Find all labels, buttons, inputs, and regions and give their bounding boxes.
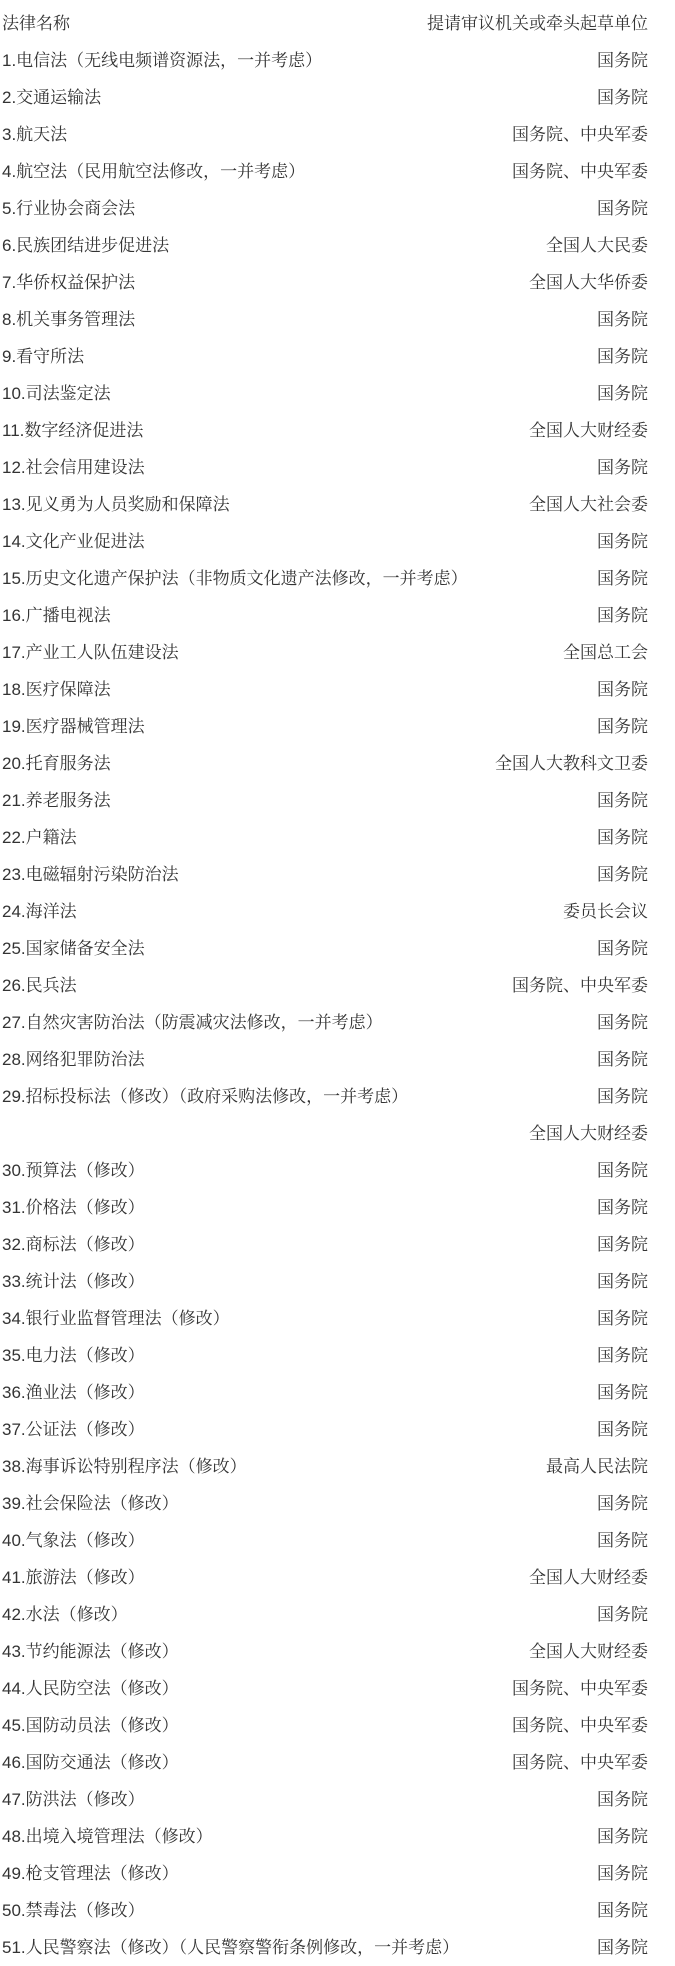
table-row	[2, 1855, 648, 1892]
agency: 国务院	[597, 1790, 648, 1809]
agency: 国务院	[597, 1235, 648, 1254]
agency: 国务院	[597, 310, 648, 329]
table-row	[2, 338, 648, 375]
agency: 全国人大财经委	[529, 1568, 648, 1587]
agency: 国务院	[597, 1198, 648, 1217]
law-name: 14.文化产业促进法	[2, 532, 145, 551]
law-name: 19.医疗器械管理法	[2, 717, 145, 736]
law-name: 1.电信法（无线电频谱资源法，一并考虑）	[2, 51, 323, 70]
agency: 国务院	[597, 569, 648, 588]
law-name: 35.电力法（修改）	[2, 1346, 145, 1365]
law-name: 41.旅游法（修改）	[2, 1568, 145, 1587]
law-name: 10.司法鉴定法	[2, 384, 111, 403]
agency: 全国人大财经委	[529, 1124, 648, 1143]
table-row	[2, 1374, 648, 1411]
table-row	[2, 116, 648, 153]
table-row	[2, 819, 648, 856]
agency: 国务院	[597, 1901, 648, 1920]
agency: 国务院、中央军委	[512, 125, 648, 144]
law-name: 49.枪支管理法（修改）	[2, 1864, 179, 1883]
agency: 国务院	[597, 939, 648, 958]
law-name: 47.防洪法（修改）	[2, 1790, 145, 1809]
agency: 国务院、中央军委	[512, 1679, 648, 1698]
law-name: 8.机关事务管理法	[2, 310, 136, 329]
table-row	[2, 967, 648, 1004]
law-name: 32.商标法（修改）	[2, 1235, 145, 1254]
table-row	[2, 1522, 648, 1559]
table-row	[2, 264, 648, 301]
agency: 委员长会议	[563, 902, 648, 921]
agency: 国务院	[597, 532, 648, 551]
agency: 国务院	[597, 1420, 648, 1439]
agency: 国务院	[597, 347, 648, 366]
law-name: 26.民兵法	[2, 976, 77, 995]
agency: 全国人大教科文卫委	[495, 754, 648, 773]
table-row	[2, 893, 648, 930]
table-row	[2, 523, 648, 560]
agency: 全国人大社会委	[529, 495, 648, 514]
law-name: 25.国家储备安全法	[2, 939, 145, 958]
table-row	[2, 930, 648, 967]
table-row	[2, 1337, 648, 1374]
law-name: 27.自然灾害防治法（防震减灾法修改，一并考虑）	[2, 1013, 383, 1032]
law-name: 45.国防动员法（修改）	[2, 1716, 179, 1735]
table-header-row	[2, 5, 648, 42]
table-row	[2, 634, 648, 671]
law-name: 13.见义勇为人员奖励和保障法	[2, 495, 230, 514]
agency: 国务院	[597, 791, 648, 810]
table-row	[2, 745, 648, 782]
agency: 国务院	[597, 1050, 648, 1069]
agency: 国务院	[597, 1013, 648, 1032]
table-body	[2, 42, 648, 1966]
agency: 国务院	[597, 828, 648, 847]
law-name: 42.水法（修改）	[2, 1605, 128, 1624]
law-name: 33.统计法（修改）	[2, 1272, 145, 1291]
table-row	[2, 1485, 648, 1522]
law-name: 51.人民警察法（修改）（人民警察警衔条例修改，一并考虑）	[2, 1938, 460, 1957]
law-name: 31.价格法（修改）	[2, 1198, 145, 1217]
law-name: 22.户籍法	[2, 828, 77, 847]
agency: 国务院	[597, 1605, 648, 1624]
law-name: 37.公证法（修改）	[2, 1420, 145, 1439]
agency: 国务院	[597, 1346, 648, 1365]
law-name: 44.人民防空法（修改）	[2, 1679, 179, 1698]
table-row	[2, 1633, 648, 1670]
law-name: 29.招标投标法（修改）（政府采购法修改，一并考虑）	[2, 1087, 409, 1106]
law-name: 28.网络犯罪防治法	[2, 1050, 145, 1069]
agency: 国务院	[597, 865, 648, 884]
law-name: 16.广播电视法	[2, 606, 111, 625]
law-name: 11.数字经济促进法	[2, 421, 144, 440]
table-row	[2, 782, 648, 819]
law-name: 3.航天法	[2, 125, 68, 144]
law-name: 36.渔业法（修改）	[2, 1383, 145, 1402]
table-row	[2, 1448, 648, 1485]
column-header-agency: 提请审议机关或牵头起草单位	[427, 14, 648, 33]
agency: 全国人大民委	[546, 236, 648, 255]
table-row	[2, 1300, 648, 1337]
agency: 国务院、中央军委	[512, 976, 648, 995]
column-header-law-name: 法律名称	[2, 14, 70, 33]
agency: 国务院	[597, 1864, 648, 1883]
table-row	[2, 449, 648, 486]
agency: 国务院	[597, 1309, 648, 1328]
law-name: 48.出境入境管理法（修改）	[2, 1827, 213, 1846]
agency: 国务院	[597, 1938, 648, 1957]
law-name: 7.华侨权益保护法	[2, 273, 136, 292]
agency: 国务院	[597, 1161, 648, 1180]
agency: 国务院	[597, 680, 648, 699]
law-name: 43.节约能源法（修改）	[2, 1642, 179, 1661]
agency: 国务院	[597, 1827, 648, 1846]
law-name: 21.养老服务法	[2, 791, 111, 810]
law-name: 18.医疗保障法	[2, 680, 111, 699]
table-row	[2, 1892, 648, 1929]
agency: 国务院	[597, 1383, 648, 1402]
law-name: 12.社会信用建设法	[2, 458, 145, 477]
law-name: 4.航空法（民用航空法修改，一并考虑）	[2, 162, 306, 181]
table-row	[2, 856, 648, 893]
law-name: 34.银行业监督管理法（修改）	[2, 1309, 230, 1328]
law-name: 40.气象法（修改）	[2, 1531, 145, 1550]
table-row	[2, 190, 648, 227]
table-row	[2, 597, 648, 634]
agency: 国务院、中央军委	[512, 1716, 648, 1735]
agency: 最高人民法院	[546, 1457, 648, 1476]
table-row	[2, 1189, 648, 1226]
table-row	[2, 1818, 648, 1855]
table-row	[2, 79, 648, 116]
table-row	[2, 1781, 648, 1818]
law-name: 50.禁毒法（修改）	[2, 1901, 145, 1920]
table-row	[2, 153, 648, 190]
agency: 国务院	[597, 1272, 648, 1291]
table-row	[2, 42, 648, 79]
table-row	[2, 1078, 648, 1115]
table-row	[2, 1411, 648, 1448]
agency: 国务院	[597, 1531, 648, 1550]
agency: 国务院	[597, 384, 648, 403]
agency: 国务院	[597, 199, 648, 218]
law-name: 24.海洋法	[2, 902, 77, 921]
law-name: 9.看守所法	[2, 347, 85, 366]
law-name: 30.预算法（修改）	[2, 1161, 145, 1180]
table-row	[2, 1707, 648, 1744]
table-row	[2, 1152, 648, 1189]
agency: 国务院、中央军委	[512, 162, 648, 181]
law-name: 46.国防交通法（修改）	[2, 1753, 179, 1772]
table-row	[2, 412, 648, 449]
agency: 国务院、中央军委	[512, 1753, 648, 1772]
table-row	[2, 1115, 648, 1152]
table-row	[2, 1041, 648, 1078]
table-row	[2, 1670, 648, 1707]
law-name: 39.社会保险法（修改）	[2, 1494, 179, 1513]
agency: 国务院	[597, 1087, 648, 1106]
law-name: 2.交通运输法	[2, 88, 102, 107]
agency: 国务院	[597, 1494, 648, 1513]
agency: 全国人大财经委	[529, 1642, 648, 1661]
table-row	[2, 1226, 648, 1263]
agency: 国务院	[597, 606, 648, 625]
law-name: 23.电磁辐射污染防治法	[2, 865, 179, 884]
law-name: 15.历史文化遗产保护法（非物质文化遗产法修改，一并考虑）	[2, 569, 468, 588]
table-row	[2, 1263, 648, 1300]
table-row	[2, 708, 648, 745]
agency: 全国人大华侨委	[529, 273, 648, 292]
agency: 全国人大财经委	[529, 421, 648, 440]
law-name: 38.海事诉讼特别程序法（修改）	[2, 1457, 247, 1476]
agency: 国务院	[597, 88, 648, 107]
table-row	[2, 1929, 648, 1966]
table-row	[2, 227, 648, 264]
table-row	[2, 1559, 648, 1596]
agency: 国务院	[597, 51, 648, 70]
agency: 国务院	[597, 717, 648, 736]
law-name: 5.行业协会商会法	[2, 199, 136, 218]
law-name: 17.产业工人队伍建设法	[2, 643, 179, 662]
table-row	[2, 560, 648, 597]
table-row	[2, 301, 648, 338]
table-row	[2, 1744, 648, 1781]
table-row	[2, 671, 648, 708]
table-row	[2, 1004, 648, 1041]
agency: 全国总工会	[563, 643, 648, 662]
table-row	[2, 1596, 648, 1633]
table-row	[2, 486, 648, 523]
agency: 国务院	[597, 458, 648, 477]
law-name: 6.民族团结进步促进法	[2, 236, 170, 255]
law-name: 20.托育服务法	[2, 754, 111, 773]
table-row	[2, 375, 648, 412]
